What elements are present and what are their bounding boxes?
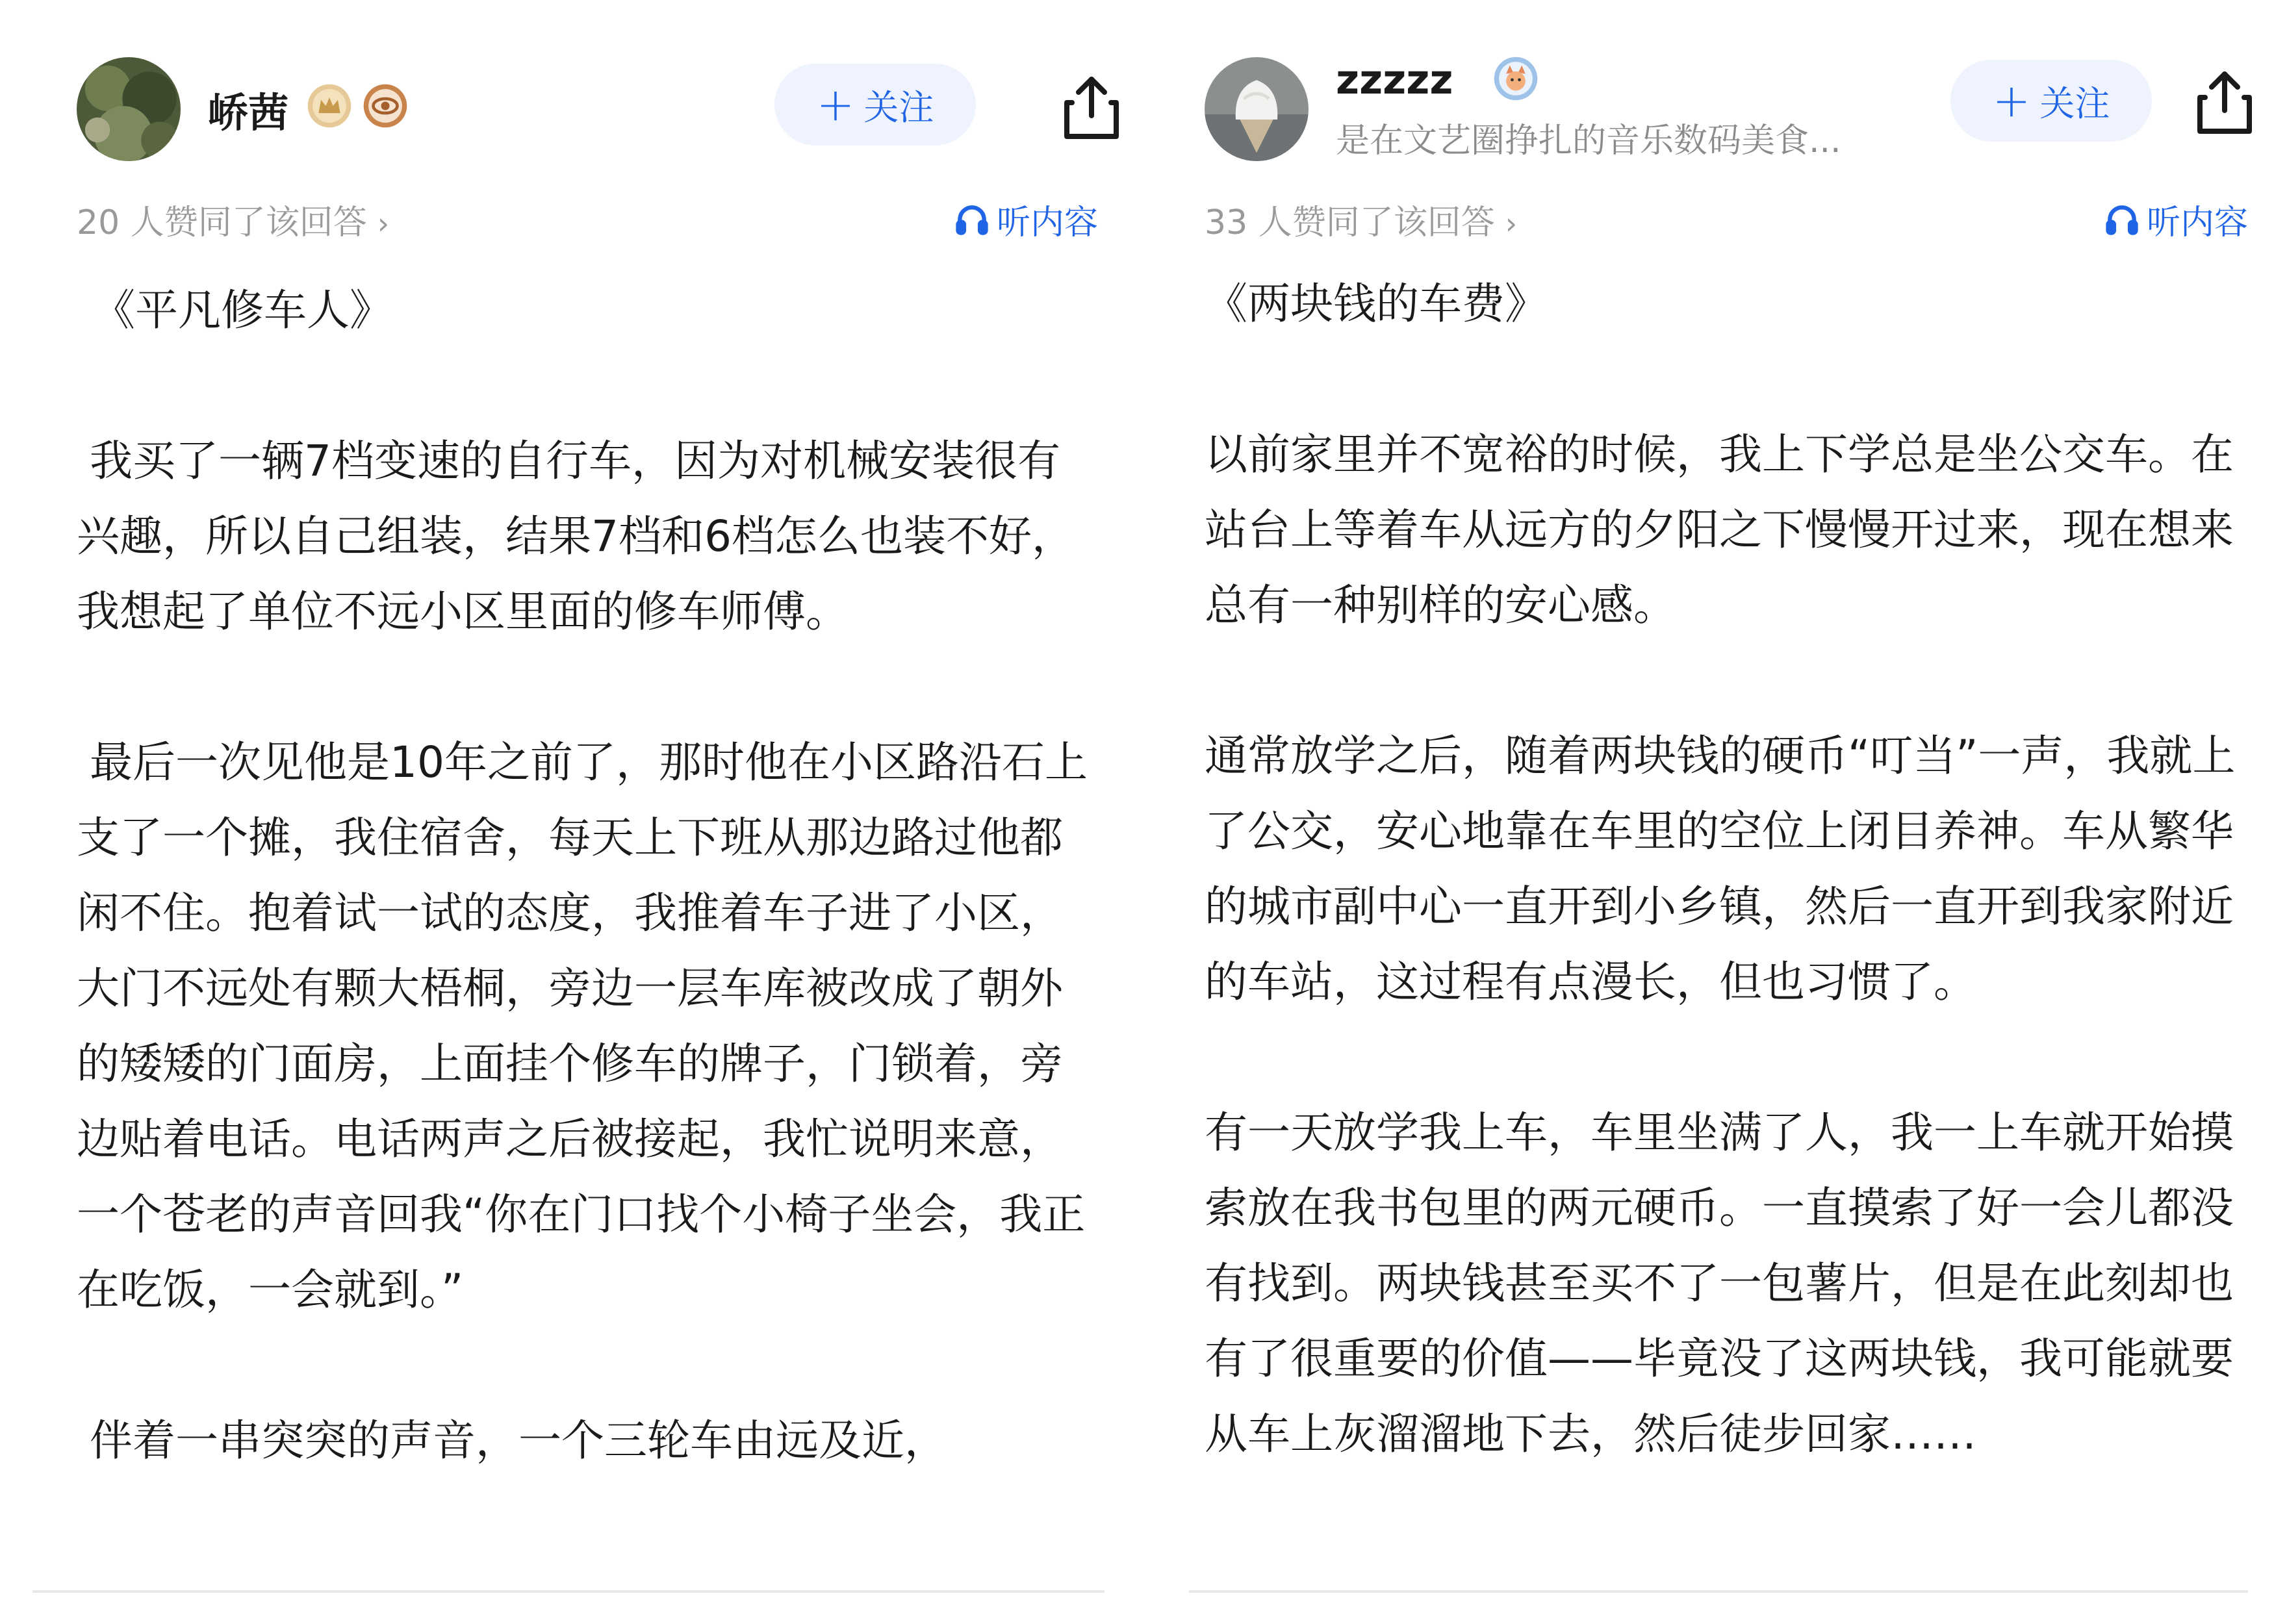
paragraph: 通常放学之后，随着两块钱的硬币“叮当”一声，我就上了公交，安心地靠在车里的空位上闭目养神。车从繁华的城市副中心一直开到小乡镇，然后一直开到我家附近的车站，这过程有点漫长，但也习惯了。 <box>1205 731 2236 1007</box>
author-name[interactable]: 峤茜 <box>208 89 289 136</box>
headphones-icon <box>954 201 990 238</box>
crown-badge-icon <box>305 82 353 130</box>
author-name[interactable]: zzzzz <box>1336 56 1453 103</box>
divider <box>32 1590 1105 1593</box>
paragraph: 伴着一串突突的声音，一个三轮车由远及近， <box>90 1415 947 1465</box>
follow-button[interactable] <box>774 64 976 146</box>
share-icon[interactable] <box>1059 71 1124 143</box>
paragraph: 有一天放学我上车，车里坐满了人，我一上车就开始摸索放在我书包里的两元硬币。一直摸索了好一会儿都没有找到。两块钱甚至买不了一包薯片，但是在此刻却也有了很重要的价值——毕竟没了这两块钱，我可能就要从车上灰溜溜地下去，然后徒步回家…… <box>1205 1108 2234 1459</box>
paragraph: 以前家里并不宽裕的时候，我上下学总是坐公交车。在站台上等着车从远方的夕阳之下慢慢开过来，现在想来总有一种别样的安心感。 <box>1205 429 2234 630</box>
answer-content <box>1205 266 2248 1547</box>
plus-icon: + <box>1992 74 2031 127</box>
listen-button[interactable]: 听内容 <box>954 195 1098 244</box>
answer-content <box>77 273 1098 1554</box>
avatar[interactable] <box>77 57 181 161</box>
listen-button[interactable]: 听内容 <box>2104 195 2248 244</box>
pet-badge-icon <box>1492 55 1540 103</box>
answer-panel-right <box>1156 0 2274 1624</box>
answer-meta <box>1205 195 2248 247</box>
answer-meta <box>77 195 1098 247</box>
follow-label: 关注 <box>863 86 934 128</box>
author-header <box>77 52 1098 156</box>
avatar[interactable] <box>1205 57 1309 161</box>
chevron-right-icon: › <box>377 206 390 241</box>
article-title: 《平凡修车人》 <box>92 285 392 335</box>
author-bio: 是在文艺圈挣扎的音乐数码美食... <box>1336 121 1841 160</box>
eye-badge-icon <box>361 82 409 130</box>
follow-button[interactable] <box>1950 60 2152 142</box>
follow-label: 关注 <box>2039 82 2110 124</box>
likes-count[interactable]: 33 人赞同了该回答 › <box>1205 203 1518 242</box>
paragraph: 最后一次见他是10年之前了，那时他在小区路沿石上支了一个摊，我住宿舍，每天上下班从那边路过他都闲不住。抱着试一试的态度，我推着车子进了小区，大门不远处有颗大梧桐，旁边一层车库被改成了朝外的矮矮的门面房，上面挂个修车的牌子，门锁着，旁边贴着电话。电话两声之后被接起，我忙说明来意，一个苍老的声音回我“你在门口找个小椅子坐会，我正在吃饭，一会就到。” <box>77 737 1088 1315</box>
chevron-right-icon: › <box>1505 206 1518 241</box>
answer-panel-left <box>0 0 1131 1624</box>
plus-icon: + <box>816 78 855 131</box>
divider <box>1189 1590 2248 1593</box>
author-header <box>1205 52 2248 160</box>
headphones-icon <box>2104 201 2140 238</box>
likes-count[interactable]: 20 人赞同了该回答 › <box>77 203 390 242</box>
paragraph: 我买了一辆7档变速的自行车，因为对机械安装很有兴趣，所以自己组装，结果7档和6档怎么也装不好，我想起了单位不远小区里面的修车师傅。 <box>77 436 1075 637</box>
share-icon[interactable] <box>2192 66 2257 138</box>
article-title: 《两块钱的车费》 <box>1205 279 1548 329</box>
